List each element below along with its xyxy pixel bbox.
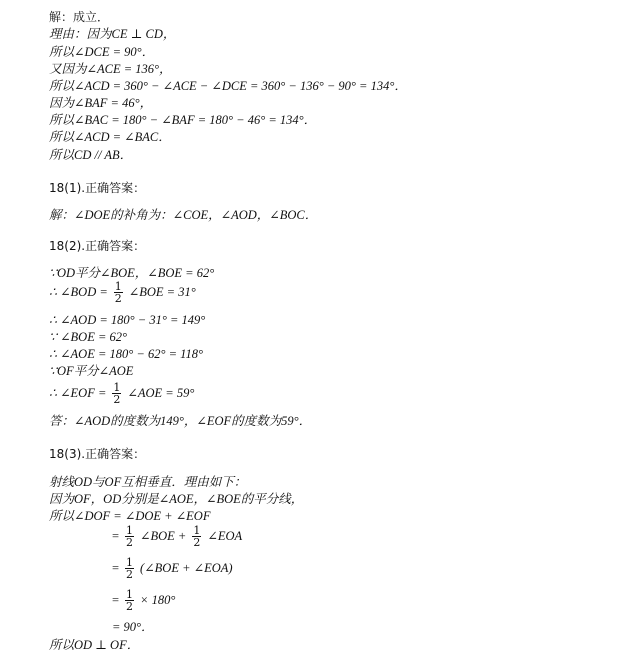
proof-line: ∵OF平分∠AOE [49,364,134,378]
equation-step: = $\frac{1}{2}$ × 180° [112,588,176,613]
section-heading: 18(2).正确答案： [49,239,146,253]
fraction: $\frac{1}{2}$ [126,588,134,613]
fraction: $\frac{1}{2}$ [126,524,134,549]
proof-line: 因为∠BAF = 46°， [49,96,153,110]
section-heading: 18(3).正确答案： [49,447,146,461]
reason-line: 理由：因为CE ⊥ CD， [49,27,176,41]
proof-line: 所以∠ACD = ∠BAC． [49,130,171,144]
proof-line: 又因为∠ACE = 136°， [49,62,172,76]
proof-line: 所以∠DOF = ∠DOE + ∠EOF [49,509,211,523]
proof-line: ∴ ∠AOD = 180° − 31° = 149° [49,313,206,327]
fraction: $\frac{1}{2}$ [193,524,201,549]
section-heading: 18(1).正确答案： [49,181,146,195]
fraction: $\frac{1}{2}$ [114,280,122,305]
proof-line: 解：∠DOE的补角为：∠COE，∠AOD，∠BOC． [49,208,318,222]
fraction-line: ∴ ∠EOF = $\frac{1}{2}$ ∠AOE = 59° [49,381,195,406]
proof-line: 所以∠ACD = 360° − ∠ACE − ∠DCE = 360° − 136° − 90° = 134°． [49,79,407,93]
proof-line: 所以CD // AB． [49,148,133,162]
fraction-line: ∴ ∠BOD = $\frac{1}{2}$ ∠BOE = 31° [49,280,196,305]
proof-line: 射线OD与OF互相垂直．理由如下： [49,475,247,489]
proof-line: ∵ ∠BOE = 62° [49,330,128,344]
proof-line: 所以∠DCE = 90°． [49,45,155,59]
proof-line: 因为OF，OD分别是∠AOE，∠BOE的平分线， [49,492,304,506]
equation-step: = $\frac{1}{2}$ ∠BOE + $\frac{1}{2}$ ∠EOA [112,524,243,549]
equation-step: = 90°． [112,620,154,634]
fraction: $\frac{1}{2}$ [126,556,134,581]
answer-line: 解：成立． [49,10,110,24]
proof-line: ∵OD平分∠BOE，∠BOE = 62° [49,266,215,280]
proof-line: ∴ ∠AOE = 180° − 62° = 118° [49,347,203,361]
answer-line: 答：∠AOD的度数为149°，∠EOF的度数为59°． [49,414,312,428]
conclusion-line: 所以OD ⊥ OF． [49,638,140,652]
equation-step: = $\frac{1}{2}$ (∠BOE + ∠EOA) [112,556,233,581]
proof-line: 所以∠BAC = 180° − ∠BAF = 180° − 46° = 134°． [49,113,317,127]
fraction: $\frac{1}{2}$ [113,381,121,406]
